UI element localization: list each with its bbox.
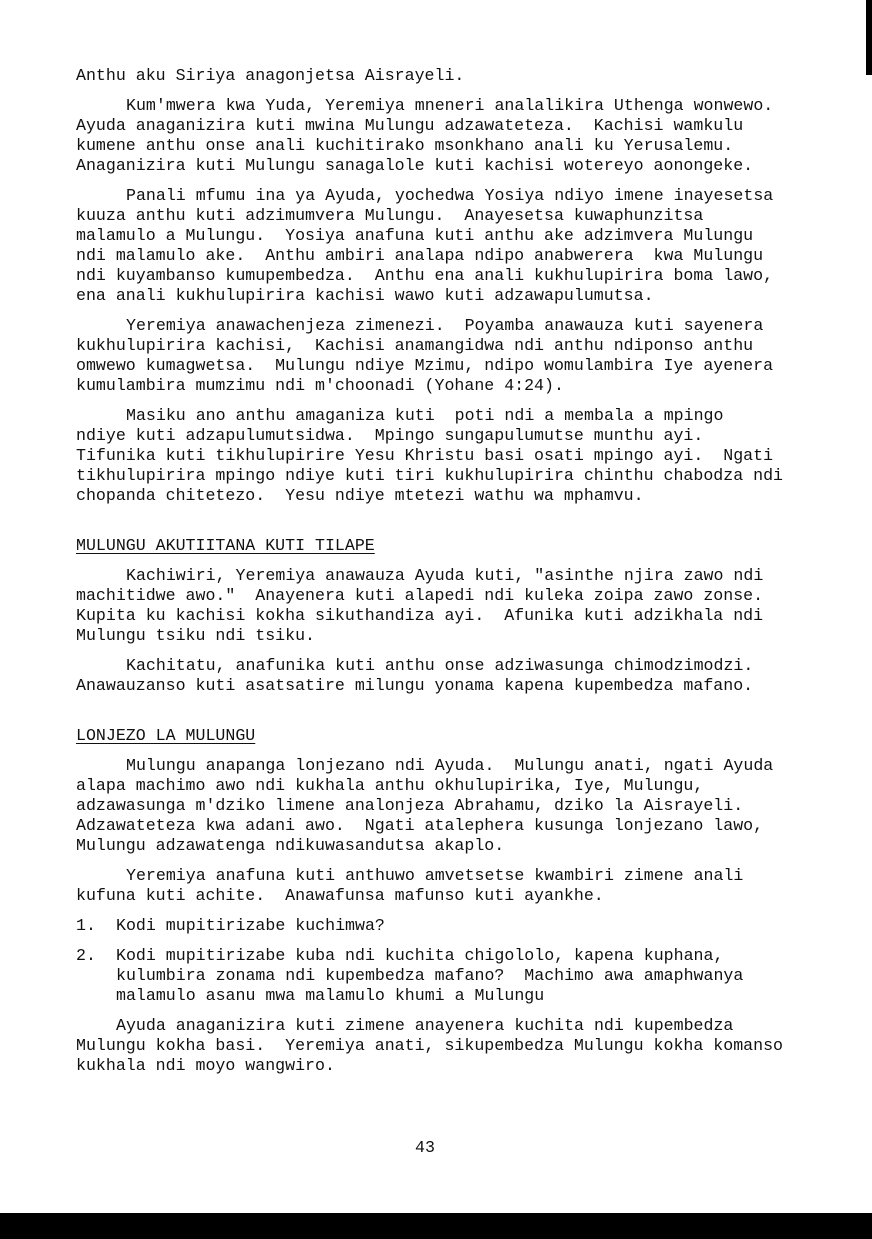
page-number: 43 [415,1138,435,1157]
paragraph [76,186,836,306]
text-line: Tifunika kuti tikhulupirire Yesu Khristu basi osati mpingo ayi. Ngati [76,446,774,465]
text-line: Ayuda anaganizira kuti zimene anayenera kuchita ndi kupembedza [116,1016,734,1035]
text-line: Anaganizira kuti Mulungu sanagalole kuti kachisi wotereyo aonongeke. [76,156,754,175]
paragraph [76,66,836,86]
text-line: alapa machimo awo ndi kukhala anthu okhulupirika, Iye, Mulungu, [76,776,704,795]
paragraph [76,96,836,176]
text-line: kukhulupirira kachisi, Kachisi anamangidwa ndi anthu ndiponso anthu [76,336,754,355]
text-line: Yeremiya anafuna kuti anthuwo amvetsetse kwambiri zimene anali [126,866,744,885]
scan-bottom-band [0,1213,872,1239]
text-line: Anthu aku Siriya anagonjetsa Aisrayeli. [76,66,465,85]
text-line: Kupita ku kachisi kokha sikuthandiza ayi. Afunika kuti adzikhala ndi [76,606,764,625]
text-line: Kachiwiri, Yeremiya anawauza Ayuda kuti, "asinthe njira zawo ndi [126,566,764,585]
text-line: Mulungu anapanga lonjezano ndi Ayuda. Mulungu anati, ngati Ayuda [126,756,774,775]
text-line: Yeremiya anawachenjeza zimenezi. Poyamba anawauza kuti sayenera [126,316,764,335]
section-heading [76,726,836,746]
text-line: Kum'mwera kwa Yuda, Yeremiya mneneri analalikira Uthenga wonwewo. [126,96,774,115]
list-item [76,946,836,1006]
text-line: Anawauzanso kuti asatsatire milungu yonama kapena kupembedza mafano. [76,676,754,695]
text-line: kumulambira mumzimu ndi m'choonadi (Yohane 4:24). [76,376,564,395]
section-heading [76,536,836,556]
text-line: Panali mfumu ina ya Ayuda, yochedwa Yosiya ndiyo imene inayesetsa [126,186,774,205]
list-number: 2. [76,946,96,965]
list-text [116,916,385,936]
text-line: Kodi mupitirizabe kuba ndi kuchita chigololo, kapena kuphana, [116,946,724,965]
section-heading-text: LONJEZO LA MULUNGU [76,726,256,745]
text-line: Mulungu tsiku ndi tsiku. [76,626,315,645]
paragraph [76,316,836,396]
text-line: omwewo kumagwetsa. Mulungu ndiye Mzimu, ndipo womulambira Iye ayenera [76,356,774,375]
text-line: ndiye kuti adzapulumutsidwa. Mpingo sungapulumutse munthu ayi. [76,426,704,445]
text-line: ena anali kukhulupirira kachisi wawo kuti adzawapulumutsa. [76,286,654,305]
paragraph [76,1016,836,1076]
text-line: kuuza anthu kuti adzimumvera Mulungu. Anayesetsa kuwaphunzitsa [76,206,704,225]
text-line: Adzawateteza kwa adani awo. Ngati atalephera kusunga lonjezano lawo, [76,816,764,835]
text-line: malamulo a Mulungu. Yosiya anafuna kuti anthu ake adzimvera Mulungu [76,226,754,245]
text-line: machitidwe awo." Anayenera kuti alapedi ndi kuleka zoipa zawo zonse. [76,586,764,605]
text-line: Mulungu kokha basi. Yeremiya anati, sikupembedza Mulungu kokha komanso [76,1036,784,1055]
text-line: Kachitatu, anafunika kuti anthu onse adziwasunga chimodzimodzi. [126,656,754,675]
text-line: kufuna kuti achite. Anawafunsa mafunso kuti ayankhe. [76,886,604,905]
paragraph [76,866,836,906]
text-line: kulumbira zonama ndi kupembedza mafano? Machimo awa amaphwanya [116,966,744,985]
text-line: Kodi mupitirizabe kuchimwa? [116,916,385,935]
text-line: Mulungu adzawatenga ndikuwasandutsa akaplo. [76,836,505,855]
list-number: 1. [76,916,96,935]
text-line: Ayuda anaganizira kuti mwina Mulungu adzawateteza. Kachisi wamkulu [76,116,744,135]
list-text [116,946,743,1006]
paragraph [76,406,836,506]
text-line: Masiku ano anthu amaganiza kuti poti ndi a membala a mpingo [126,406,724,425]
list-item [76,916,836,936]
text-line: malamulo asanu mwa malamulo khumi a Mulungu [116,986,545,1005]
text-line: ndi kuyambanso kumupembedza. Anthu ena anali kukhulupirira boma lawo, [76,266,774,285]
paragraph [76,566,836,646]
text-line: kukhala ndi moyo wangwiro. [76,1056,335,1075]
text-line: ndi malamulo ake. Anthu ambiri analapa ndipo anabwerera kwa Mulungu [76,246,764,265]
scan-edge-strip [866,0,872,75]
text-line: adzawasunga m'dziko limene analonjeza Abrahamu, dziko la Aisrayeli. [76,796,744,815]
section-heading-text: MULUNGU AKUTIITANA KUTI TILAPE [76,536,375,555]
paragraph [76,756,836,856]
text-line: tikhulupirira mpingo ndiye kuti tiri kukhulupirira chinthu chabodza ndi [76,466,784,485]
text-line: chopanda chitetezo. Yesu ndiye mtetezi wathu wa mphamvu. [76,486,644,505]
document-body [76,66,836,1076]
text-line: kumene anthu onse anali kuchitirako msonkhano anali ku Yerusalemu. [76,136,734,155]
paragraph [76,656,836,696]
